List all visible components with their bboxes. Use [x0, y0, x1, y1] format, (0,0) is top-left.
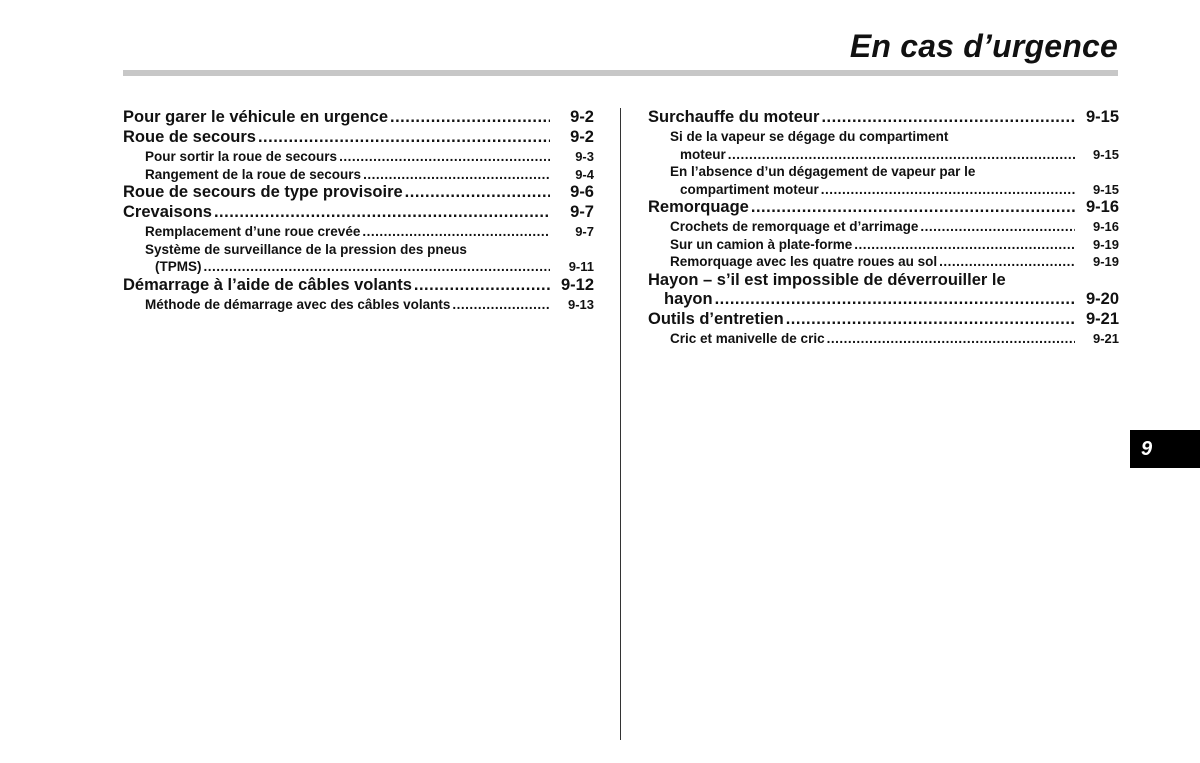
toc-left-column	[123, 108, 594, 313]
toc-page-number: 9-6	[570, 183, 594, 201]
dot-leader	[821, 108, 1075, 127]
toc-page-number: 9-7	[570, 203, 594, 221]
toc-page-number: 9-16	[1092, 219, 1119, 234]
dot-leader	[715, 290, 1075, 309]
toc-entry[interactable]	[123, 148, 594, 166]
dot-leader	[405, 183, 550, 202]
title-rule	[123, 70, 1118, 76]
dot-leader	[827, 330, 1075, 348]
toc-entry-text: Crevaisons	[123, 203, 212, 221]
toc-page-number: 9-2	[570, 108, 594, 126]
toc-entry-text: Sur un camion à plate-forme	[670, 236, 853, 252]
toc-entry[interactable]	[123, 166, 594, 184]
toc-page-number: 9-4	[575, 166, 594, 182]
toc-page-number: 9-2	[570, 128, 594, 146]
dot-leader	[854, 236, 1075, 254]
toc-page-number: 9-15	[1085, 108, 1119, 126]
toc-page-number: 9-15	[1092, 181, 1119, 197]
toc-page-number: 9-12	[560, 275, 594, 294]
toc-entry[interactable]	[123, 203, 594, 222]
toc-entry-text: Si de la vapeur se dégage du compartiment	[670, 129, 949, 144]
toc-entry-text: Remplacement d’une roue crevée	[145, 224, 361, 239]
dot-leader	[920, 218, 1075, 236]
toc-entry[interactable]	[648, 253, 1119, 271]
toc-entry-text: Rangement de la roue de secours	[145, 166, 362, 182]
toc-entry-text: Remorquage	[648, 198, 749, 216]
toc-entry[interactable]	[648, 108, 1119, 127]
column-divider	[620, 108, 621, 740]
toc-entry[interactable]	[123, 128, 594, 147]
toc-entry-text: Méthode de démarrage avec des câbles volants	[145, 296, 451, 312]
toc-entry[interactable]	[648, 271, 1119, 309]
dot-leader	[204, 258, 551, 276]
dot-leader	[258, 128, 550, 147]
toc-entry-text: (TPMS)	[155, 259, 202, 274]
toc-entry-text: moteur	[680, 146, 726, 162]
dot-leader	[821, 181, 1075, 199]
chapter-title: En cas d’urgence	[849, 28, 1118, 64]
toc-entry-text: En l’absence d’un dégagement de vapeur par le	[670, 164, 976, 179]
toc-entry[interactable]	[123, 223, 594, 241]
toc-entry-text: Démarrage à l’aide de câbles volants	[123, 275, 412, 294]
toc-entry[interactable]	[648, 163, 1119, 198]
toc-entry-text: Pour sortir la roue de secours	[145, 149, 338, 164]
toc-entry-text: Pour garer le véhicule en urgence	[123, 108, 389, 126]
toc-entry[interactable]	[648, 236, 1119, 254]
toc-entry[interactable]	[123, 296, 594, 314]
toc-entry[interactable]	[648, 330, 1119, 348]
toc-page-number: 9-21	[1085, 309, 1119, 328]
toc-entry-text: Surchauffe du moteur	[648, 108, 820, 126]
toc-entry-text: Roue de secours	[123, 128, 256, 146]
toc-entry-text: hayon	[664, 289, 713, 308]
toc-page-number: 9-7	[575, 224, 594, 239]
toc-entry[interactable]	[123, 108, 594, 127]
dot-leader	[751, 198, 1075, 217]
dot-leader	[786, 310, 1075, 329]
dot-leader	[414, 276, 550, 295]
toc-page-number: 9-15	[1092, 146, 1119, 162]
toc-entry[interactable]	[648, 128, 1119, 163]
toc-entry[interactable]	[123, 183, 594, 202]
toc-page-number: 9-19	[1092, 254, 1119, 269]
toc-right-column	[648, 108, 1119, 347]
toc-entry-text: Outils d’entretien	[648, 309, 784, 328]
toc-entry-text: Roue de secours de type provisoire	[123, 183, 403, 201]
toc-page-number: 9-21	[1092, 330, 1119, 346]
toc-page-number: 9-20	[1085, 289, 1119, 308]
toc-entry[interactable]	[648, 198, 1119, 217]
toc-entry[interactable]	[123, 241, 594, 276]
toc-entry[interactable]	[648, 310, 1119, 329]
toc-entry-text: Remorquage avec les quatre roues au sol	[670, 254, 938, 269]
toc-page-number: 9-16	[1085, 198, 1119, 216]
toc-entry-text: Hayon – s’il est impossible de déverrouiller le	[648, 270, 1006, 289]
chapter-tab: 9	[1130, 430, 1200, 468]
toc-page-number: 9-11	[568, 259, 594, 274]
dot-leader	[214, 203, 550, 222]
dot-leader	[363, 166, 550, 184]
dot-leader	[390, 108, 550, 127]
toc-entry[interactable]	[123, 276, 594, 295]
toc-page-number: 9-13	[567, 296, 594, 312]
toc-entry-text: compartiment moteur	[680, 181, 819, 197]
toc-entry[interactable]	[648, 218, 1119, 236]
dot-leader	[362, 223, 550, 241]
dot-leader	[339, 148, 550, 166]
dot-leader	[728, 146, 1075, 164]
toc-entry-text: Crochets de remorquage et d’arrimage	[670, 219, 919, 234]
dot-leader	[452, 296, 550, 314]
dot-leader	[939, 253, 1075, 271]
toc-page-number: 9-19	[1092, 236, 1119, 252]
toc-page-number: 9-3	[575, 149, 594, 164]
toc-entry-text: Système de surveillance de la pression des pneus	[145, 241, 467, 257]
toc-entry-text: Cric et manivelle de cric	[670, 330, 825, 346]
